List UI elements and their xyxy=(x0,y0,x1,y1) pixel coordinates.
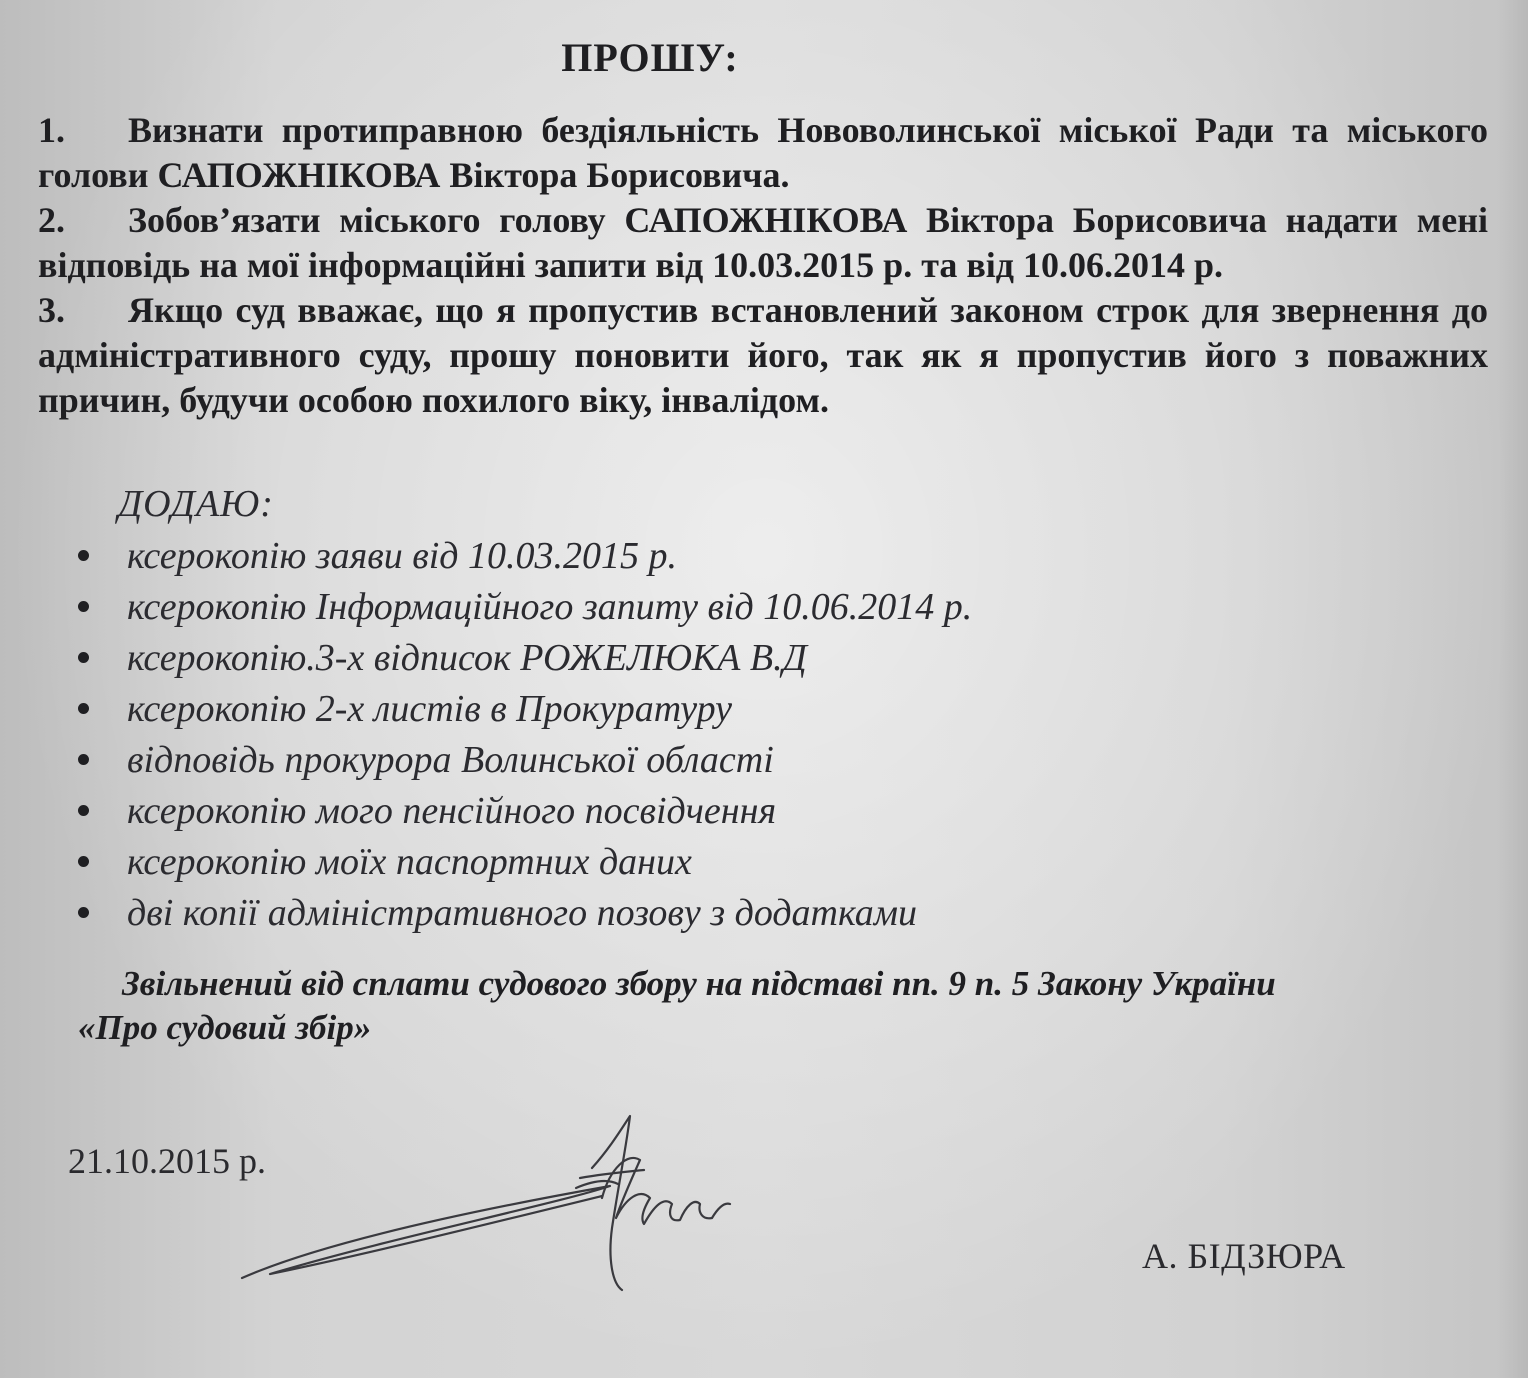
attachments-title: ДОДАЮ: xyxy=(118,483,274,525)
bullet-icon xyxy=(78,550,89,561)
request-text: Визнати протиправною бездіяльність Нововолинської міської Ради та міського голови САПОЖНІКОВА Віктора Борисовича. xyxy=(38,110,1488,195)
page-title: ПРОШУ: xyxy=(561,35,739,80)
bullet-icon xyxy=(78,856,89,867)
signer-name: А. БІДЗЮРА xyxy=(1142,1236,1346,1276)
attachments-section xyxy=(78,482,1178,938)
request-text: Зобов’язати міського голову САПОЖНІКОВА Віктора Борисовича надати мені відповідь на мої інформаційні запити від 10.03.2015 р. та від 10.06.2014 р. xyxy=(38,200,1488,285)
bullet-icon xyxy=(78,907,89,918)
list-item xyxy=(78,530,1178,581)
attachment-text: ксерокопію моїх паспортних даних xyxy=(127,840,692,883)
exemption-line-2: «Про судовий збір» xyxy=(78,1008,372,1047)
attachment-text: ксерокопію Інформаційного запиту від 10.06.2014 р. xyxy=(127,585,973,628)
attachment-text: ксерокопію.3-х відписок РОЖЕЛЮКА В.Д xyxy=(127,636,807,679)
list-item xyxy=(78,785,1178,836)
bullet-icon xyxy=(78,652,89,663)
attachment-text: дві копії адміністративного позову з додатками xyxy=(127,891,918,934)
list-item xyxy=(78,683,1178,734)
request-number: 2. xyxy=(38,200,65,240)
request-item-2 xyxy=(38,198,1488,288)
list-item xyxy=(78,836,1178,887)
attachments-list xyxy=(78,530,1178,938)
document-date: 21.10.2015 р. xyxy=(68,1141,266,1181)
bullet-icon xyxy=(78,601,89,612)
list-item xyxy=(78,734,1178,785)
request-number: 3. xyxy=(38,290,65,330)
handwritten-signature xyxy=(230,1108,750,1308)
fee-exemption-note xyxy=(78,962,1438,1050)
attachment-text: відповідь прокурора Волинської області xyxy=(127,738,774,781)
attachment-text: ксерокопію 2-х листів в Прокуратуру xyxy=(127,687,732,730)
request-list xyxy=(38,108,1488,423)
attachment-text: ксерокопію заяви від 10.03.2015 р. xyxy=(127,534,677,577)
list-item xyxy=(78,581,1178,632)
list-item xyxy=(78,632,1178,683)
list-item xyxy=(78,887,1178,938)
request-text: Якщо суд вважає, що я пропустив встановлений законом строк для звернення до адміністративного суду, прошу поновити його, так як я пропустив його з поважних причин, будучи особою похилого віку, інвалідом. xyxy=(38,290,1488,420)
bullet-icon xyxy=(78,805,89,816)
bullet-icon xyxy=(78,703,89,714)
exemption-line-1: Звільнений від сплати судового збору на підставі пп. 9 п. 5 Закону України xyxy=(122,964,1276,1003)
request-item-3 xyxy=(38,288,1488,423)
attachment-text: ксерокопію мого пенсійного посвідчення xyxy=(127,789,777,832)
request-number: 1. xyxy=(38,110,65,150)
request-item-1 xyxy=(38,108,1488,198)
bullet-icon xyxy=(78,754,89,765)
